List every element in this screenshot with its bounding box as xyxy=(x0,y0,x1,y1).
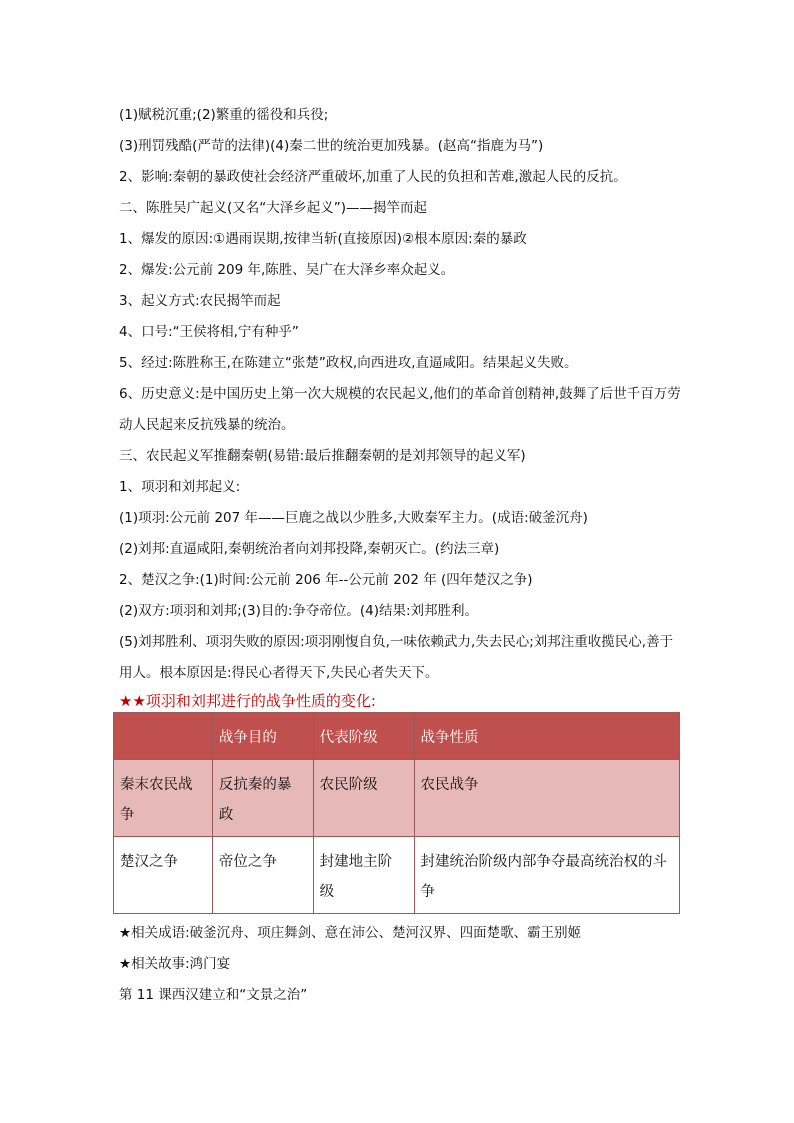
paragraph-significance: 6、历史意义:是中国历史上第一次大规模的农民起义,他们的革命首创精神,鼓舞了后世千百万劳动人民起来反抗残暴的统治。 xyxy=(119,386,681,433)
table-header-cell: 代表阶级 xyxy=(313,713,414,760)
line: 2、影响:秦朝的暴政使社会经济严重破坏,加重了人民的负担和苦难,激起人民的反抗。 xyxy=(119,169,627,185)
lesson-heading: 第 11 课西汉建立和“文景之治” xyxy=(119,987,308,1003)
line: (2)双方:项羽和刘邦;(3)目的:争夺帝位。(4)结果:刘邦胜利。 xyxy=(119,603,479,619)
line: 5、经过:陈胜称王,在陈建立“张楚”政权,向西进攻,直逼咸阳。结果起义失败。 xyxy=(119,355,578,371)
table-cell: 帝位之争 xyxy=(212,837,313,914)
line: (3)刑罚残酷(严苛的法律)(4)秦二世的统治更加残暴。(赵高“指鹿为马”) xyxy=(119,138,544,154)
table-cell: 封建地主阶级 xyxy=(313,837,414,914)
document-body xyxy=(119,100,684,1011)
table-header-cell xyxy=(114,713,213,760)
line: 1、爆发的原因:①遇雨误期,按律当斩(直接原因)②根本原因:秦的暴政 xyxy=(119,231,527,247)
line: ★相关故事:鸿门宴 xyxy=(119,956,231,972)
line: 2、楚汉之争:(1)时间:公元前 206 年--公元前 202 年 (四年楚汉之争) xyxy=(119,572,533,588)
table-cell: 秦末农民战争 xyxy=(114,760,213,837)
table-cell: 楚汉之争 xyxy=(114,837,213,914)
line: 3、起义方式:农民揭竿而起 xyxy=(119,293,281,309)
section-heading: 二、陈胜吴广起义(又名“大泽乡起义”)——揭竿而起 xyxy=(119,200,428,216)
table-header-cell: 战争性质 xyxy=(414,713,680,760)
table-row xyxy=(114,760,680,837)
line: (1)赋税沉重;(2)繁重的徭役和兵役; xyxy=(119,107,329,123)
table-cell: 农民战争 xyxy=(414,760,680,837)
line: ★相关成语:破釜沉舟、项庄舞剑、意在沛公、楚河汉界、四面楚歌、霸王别姬 xyxy=(119,925,582,941)
table-cell: 反抗秦的暴政 xyxy=(212,760,313,837)
line: (1)项羽:公元前 207 年——巨鹿之战以少胜多,大败秦军主力。(成语:破釜沉舟) xyxy=(119,510,588,526)
line: 2、爆发:公元前 209 年,陈胜、吴广在大泽乡率众起义。 xyxy=(119,262,455,278)
table-row xyxy=(114,837,680,914)
section-heading: 三、农民起义军推翻秦朝(易错:最后推翻秦朝的是刘邦领导的起义军) xyxy=(119,448,526,464)
table-cell: 农民阶级 xyxy=(313,760,414,837)
war-nature-table xyxy=(113,712,680,914)
table-cell: 封建统治阶级内部争夺最高统治权的斗争 xyxy=(414,837,680,914)
line: (2)刘邦:直逼咸阳,秦朝统治者向刘邦投降,秦朝灭亡。(约法三章) xyxy=(119,541,500,557)
table-header-cell: 战争目的 xyxy=(212,713,313,760)
line: 4、口号:“王侯将相,宁有种乎” xyxy=(119,324,299,340)
line: 1、项羽和刘邦起义: xyxy=(119,479,241,495)
paragraph-reason: (5)刘邦胜利、项羽失败的原因:项羽刚愎自负,一味依赖武力,失去民心;刘邦注重收揽民心,善于用人。根本原因是:得民心者得天下,失民心者失天下。 xyxy=(119,634,674,681)
table-header-row xyxy=(114,713,680,760)
table-title: ★★项羽和刘邦进行的战争性质的变化: xyxy=(119,692,376,710)
